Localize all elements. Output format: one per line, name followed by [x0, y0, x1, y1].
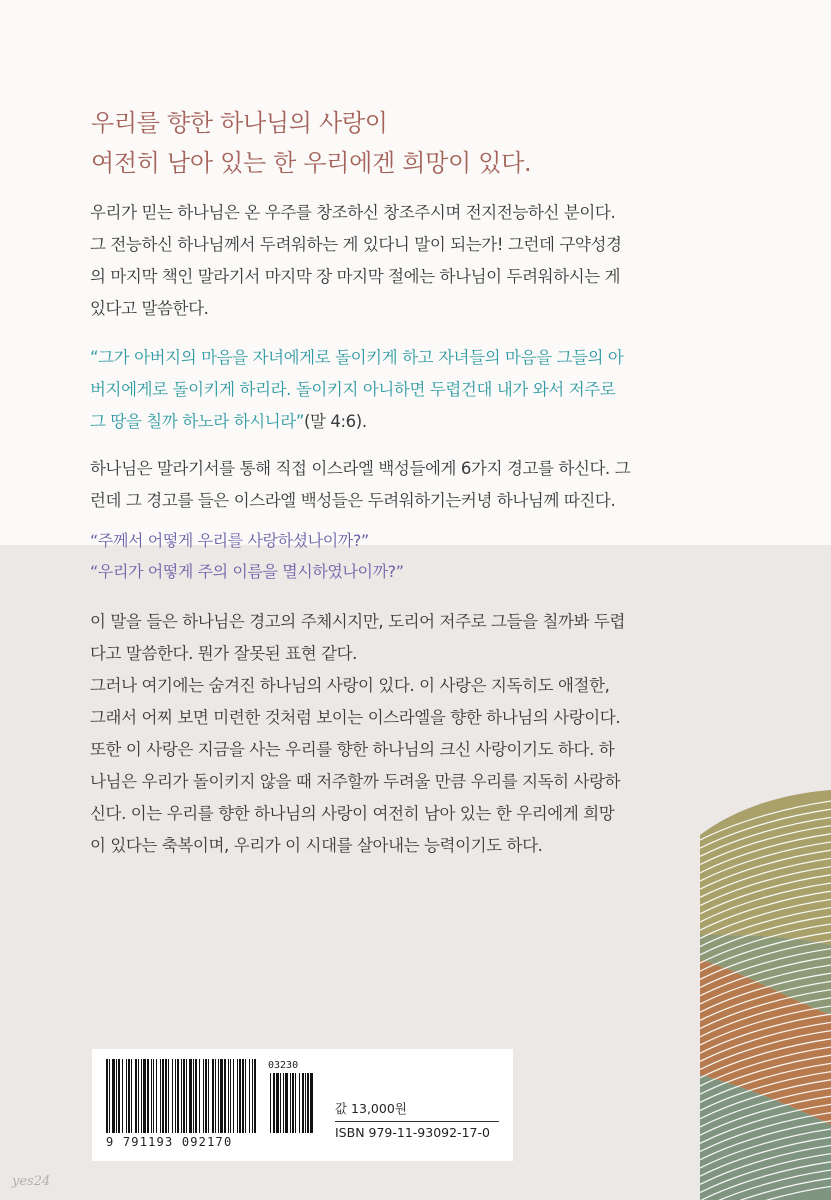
text-line: 나님은 우리가 돌이키지 않을 때 저주할까 두려울 만큼 우리를 지독히 사랑하 [90, 772, 621, 791]
barcode-bar [160, 1059, 161, 1133]
headline [91, 103, 751, 183]
text-line: 그래서 어찌 보면 미련한 것처럼 보이는 이스라엘을 향한 하나님의 사랑이다. [90, 708, 621, 727]
text-line: 이 말을 들은 하나님은 경고의 주체시지만, 도리어 저주로 그들을 칠까봐 두렵 [90, 612, 626, 631]
body-paragraph-2 [90, 453, 758, 517]
barcode-bar [224, 1059, 226, 1133]
barcode-add-on: 03230 [268, 1060, 299, 1071]
watermark-logo: yes24 [12, 1174, 51, 1189]
barcode-bar [141, 1059, 142, 1133]
barcode-bar [177, 1059, 179, 1133]
barcode-addon-bar [295, 1073, 296, 1133]
text-line: 신다. 이는 우리를 향한 하나님의 사랑이 여전히 남아 있는 한 우리에게 희망 [90, 804, 615, 823]
barcode-bar [233, 1059, 234, 1133]
intro-paragraph [90, 197, 758, 325]
decorative-wave-lines [700, 785, 831, 1200]
barcode-addon-bar [292, 1073, 294, 1133]
barcode-panel [92, 1049, 513, 1161]
people-quotes [90, 525, 758, 587]
barcode-bar [249, 1059, 250, 1133]
barcode-bar [195, 1059, 197, 1133]
barcode-bar [230, 1059, 231, 1133]
barcode-addon-bar [299, 1073, 300, 1133]
barcode-addon-bar [283, 1073, 284, 1133]
barcode-bar [199, 1059, 200, 1133]
headline-line: 우리를 향한 하나님의 사랑이 [91, 109, 388, 137]
barcode-bar [109, 1059, 110, 1133]
barcode-bar [245, 1059, 246, 1133]
barcode-bar [143, 1059, 146, 1133]
barcode-bar [147, 1059, 149, 1133]
barcode-bar [172, 1059, 173, 1133]
scripture-quote [90, 342, 758, 438]
barcode-bar [175, 1059, 176, 1133]
barcode-bar [254, 1059, 256, 1133]
quote-line: “그가 아버지의 마음을 자녀에게로 돌이키게 하고 자녀들의 마음을 그들의 아 [90, 348, 624, 367]
text-line: 있다고 말씀한다. [90, 299, 209, 318]
barcode-bar [186, 1059, 187, 1133]
barcode-bar [122, 1059, 123, 1133]
barcode-addon-bar [290, 1073, 291, 1133]
text-line: 런데 그 경고를 들은 이스라엘 백성들은 두려워하기는커녕 하나님께 따진다. [90, 491, 616, 510]
quote-line: 버지에게로 돌이키게 하리라. 돌이키지 아니하면 두렵건대 내가 와서 저주로 [90, 380, 616, 399]
barcode-bar [118, 1059, 120, 1133]
quote-citation: (말 4:6). [304, 412, 367, 431]
barcode-addon-bar [310, 1073, 313, 1133]
barcode-bar [156, 1059, 157, 1133]
quote-line: “주께서 어떻게 우리를 사랑하셨나이까?” [90, 531, 369, 550]
price-label: 값 13,000원 [335, 1101, 407, 1116]
barcode-bar [228, 1059, 229, 1133]
barcode-addon-bar [302, 1073, 304, 1133]
barcode-addon-bar [273, 1073, 275, 1133]
text-line: 우리가 믿는 하나님은 온 우주를 창조하신 창조주시며 전지전능하신 분이다. [90, 203, 616, 222]
barcode-addon-bar [280, 1073, 281, 1133]
barcode-bar [162, 1059, 164, 1133]
barcode-bar [128, 1059, 130, 1133]
barcode-bar [112, 1059, 115, 1133]
barcode-addon-bar [270, 1073, 271, 1133]
text-line: 그러나 여기에는 숨겨진 하나님의 사랑이 있다. 이 사랑은 지독히도 애절한, [90, 676, 610, 695]
text-line: 다고 말씀한다. 뭔가 잘못된 표현 같다. [90, 644, 357, 663]
barcode-bar [138, 1059, 139, 1133]
barcode-bar [205, 1059, 207, 1133]
barcode-bar [183, 1059, 185, 1133]
barcode-bar [203, 1059, 204, 1133]
barcode-bar [165, 1059, 167, 1133]
barcode-addon-bar [307, 1073, 309, 1133]
barcode-bar [153, 1059, 154, 1133]
text-line: 의 마지막 책인 말라기서 마지막 장 마지막 절에는 하나님이 두려워하시는 게 [90, 267, 621, 286]
barcode-bar [252, 1059, 253, 1133]
barcode-digits: 9 791193 092170 [106, 1135, 233, 1149]
barcode-addon-bar [285, 1073, 288, 1133]
barcode-bar [106, 1059, 108, 1133]
text-line: 그 전능하신 하나님께서 두려워하는 게 있다니 말이 되는가! 그런데 구약성경 [90, 235, 622, 254]
barcode-bar [189, 1059, 192, 1133]
barcode-addon-bar [276, 1073, 279, 1133]
divider [335, 1121, 499, 1122]
isbn-label: ISBN 979-11-93092-17-0 [335, 1125, 490, 1140]
barcode-bar [218, 1059, 219, 1133]
barcode-bar [220, 1059, 223, 1133]
barcode-bar [237, 1059, 238, 1133]
barcode-bar [151, 1059, 152, 1133]
barcode-bar [131, 1059, 132, 1133]
quote-line [90, 406, 758, 438]
barcode-bar [242, 1059, 244, 1133]
body-paragraph-3 [90, 606, 758, 862]
barcode-bar [135, 1059, 137, 1133]
barcode-bar [181, 1059, 182, 1133]
barcode-bar [208, 1059, 209, 1133]
text-line: 이 있다는 축복이며, 우리가 이 시대를 살아내는 능력이기도 하다. [90, 836, 543, 855]
barcode-addon-bar [305, 1073, 306, 1133]
barcode-bar [215, 1059, 216, 1133]
text-line: 또한 이 사랑은 지금을 사는 우리를 향한 하나님의 크신 사랑이기도 하다. 하 [90, 740, 615, 759]
text-line: 하나님은 말라기서를 통해 직접 이스라엘 백성들에게 6가지 경고를 하신다. 그 [90, 459, 631, 478]
quote-line: “우리가 어떻게 주의 이름을 멸시하였나이까?” [90, 562, 404, 581]
quote-text: 그 땅을 칠까 하노라 하시니라” [90, 412, 304, 431]
headline-line: 여전히 남아 있는 한 우리에겐 희망이 있다. [91, 149, 532, 177]
barcode-bar [116, 1059, 117, 1133]
barcode-bar [126, 1059, 127, 1133]
barcode-bar [168, 1059, 169, 1133]
barcode-bar [212, 1059, 214, 1133]
barcode-bar [193, 1059, 194, 1133]
barcode-bar [239, 1059, 241, 1133]
